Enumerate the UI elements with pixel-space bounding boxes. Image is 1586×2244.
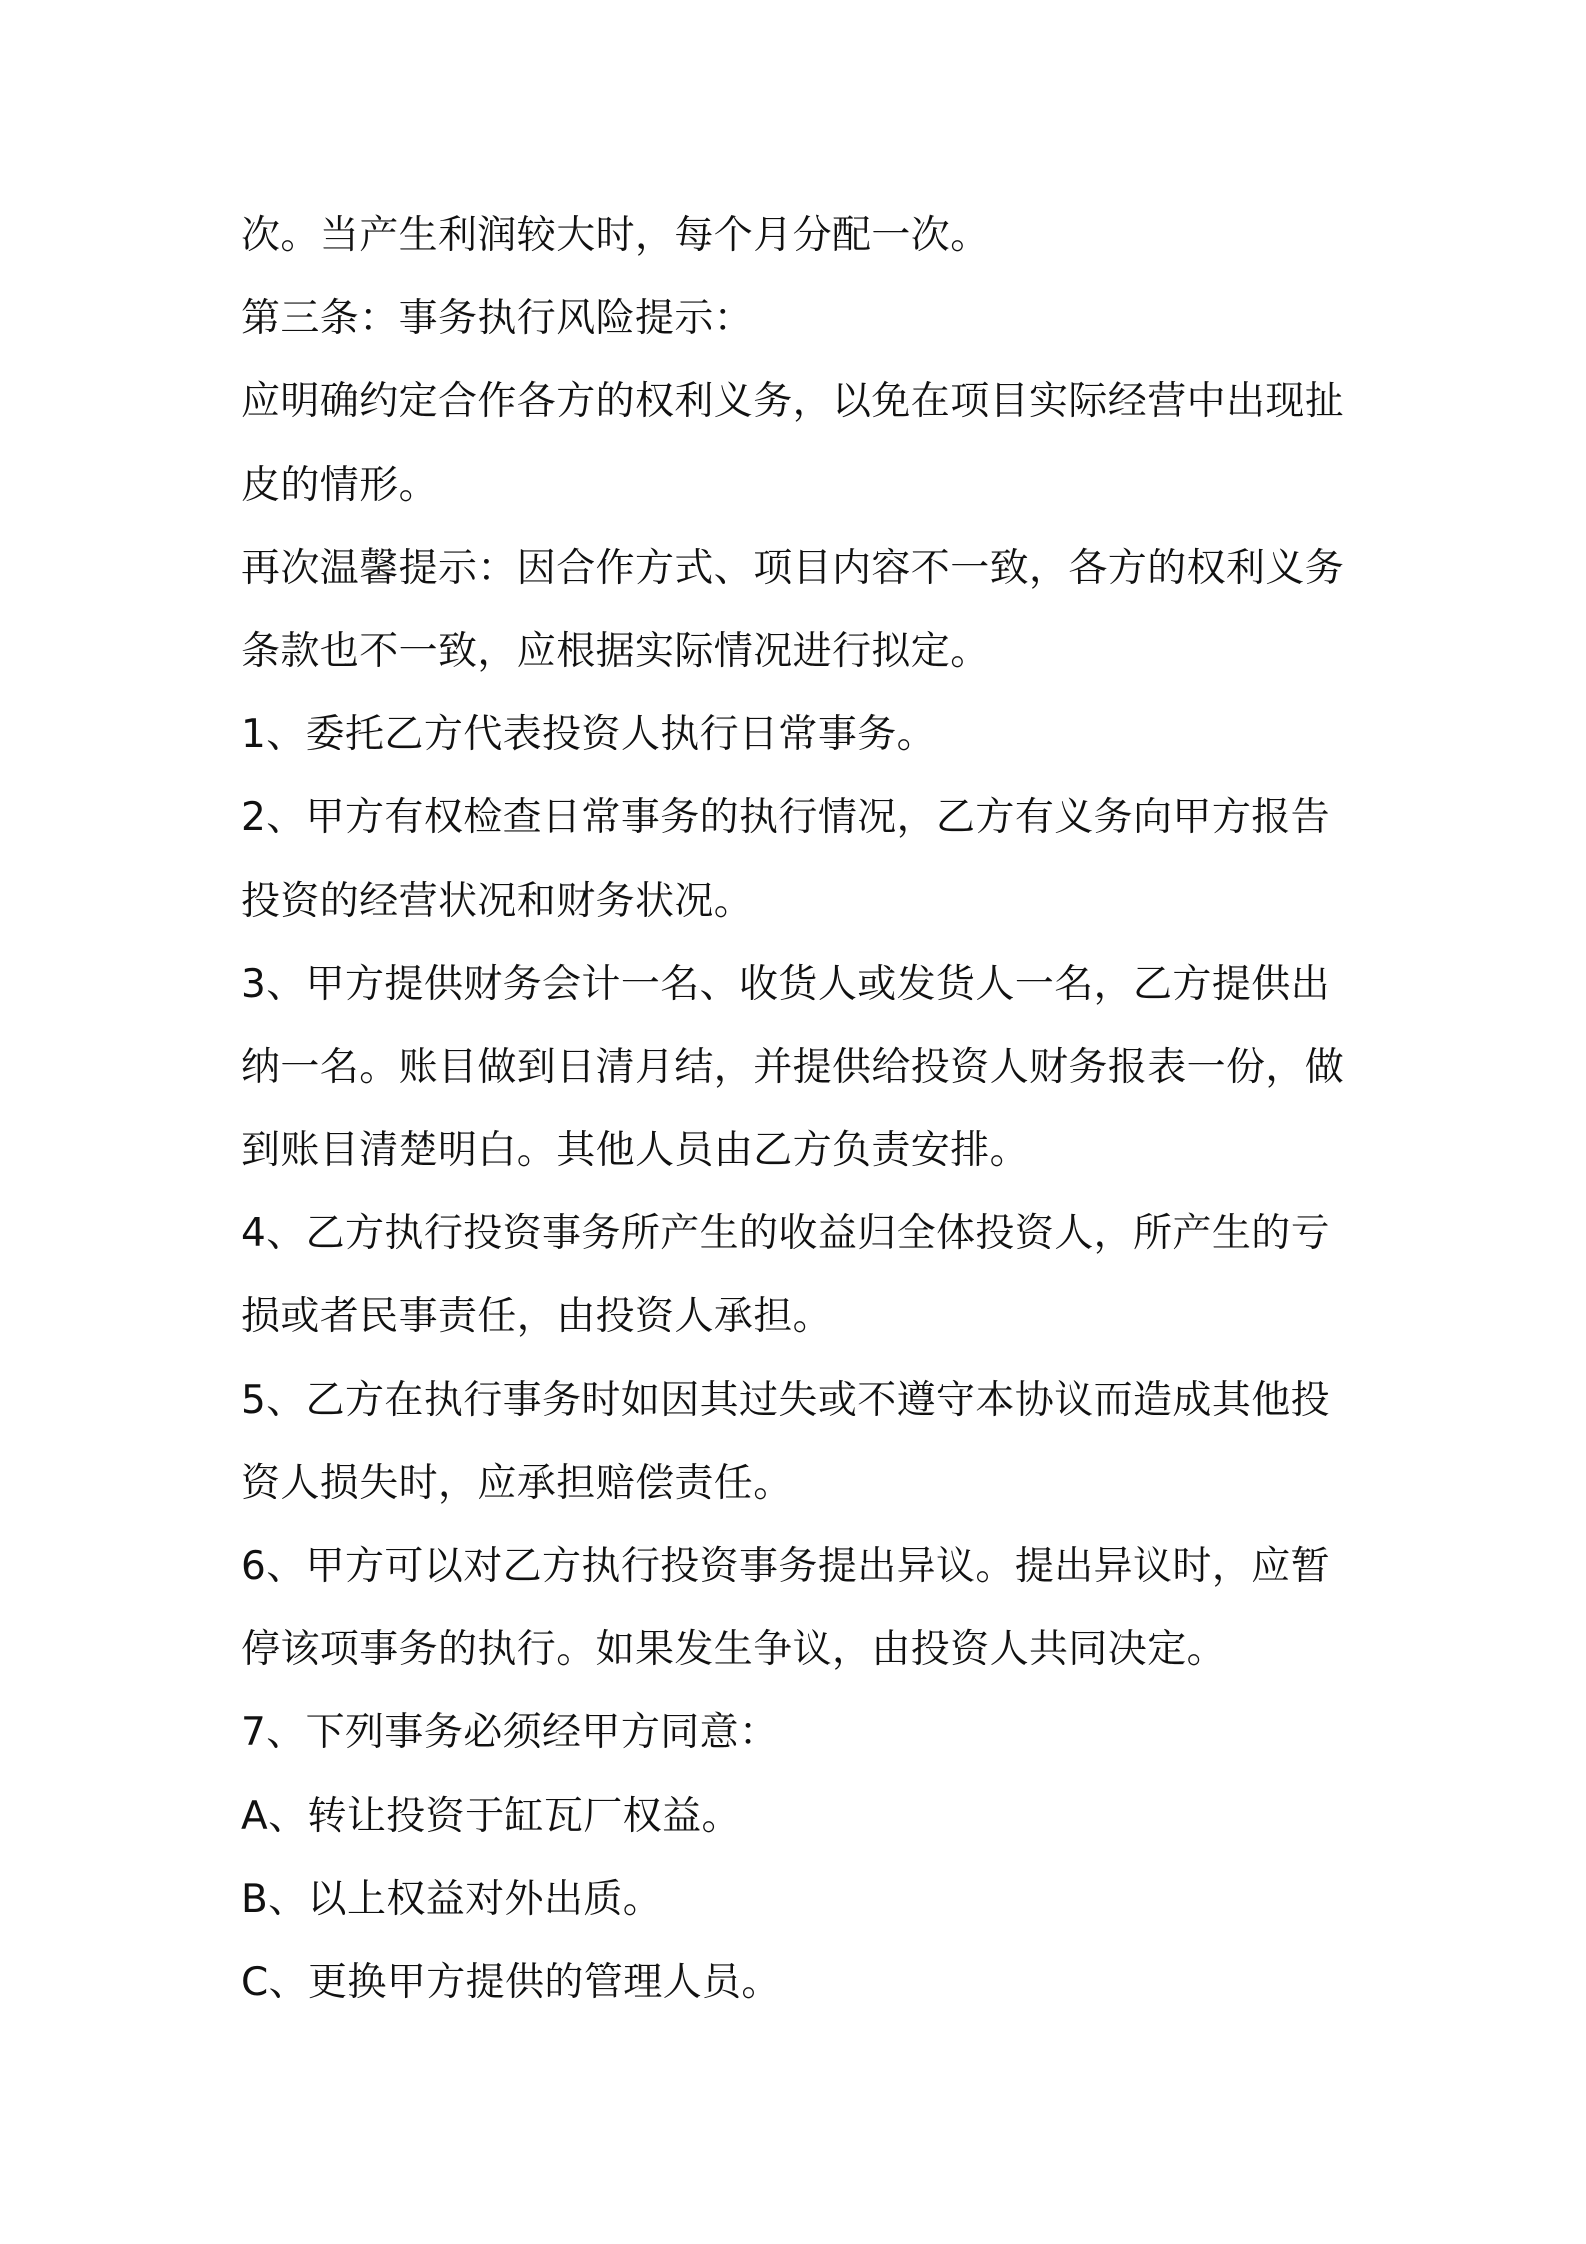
text-line: 皮的情形。 (241, 462, 439, 508)
list-item: 3、甲方提供财务会计一名、收货人或发货人一名，乙方提供出 (241, 961, 1331, 1007)
sub-list-item: C、更换甲方提供的管理人员。 (241, 1959, 781, 2005)
text-line: 条款也不一致，应根据实际情况进行拟定。 (241, 628, 990, 674)
text-line: 纳一名。账目做到日清月结，并提供给投资人财务报表一份，做 (241, 1044, 1345, 1090)
text-line: 停该项事务的执行。如果发生争议，由投资人共同决定。 (241, 1627, 1227, 1673)
text-line: 次。当产生利润较大时，每个月分配一次。 (241, 213, 990, 258)
text-line: 到账目清楚明白。其他人员由乙方负责安排。 (241, 1128, 1030, 1174)
section-heading: 第三条：事务执行风险提示： (241, 296, 754, 342)
text-line: 再次温馨提示：因合作方式、项目内容不一致，各方的权利义务 (241, 545, 1345, 591)
list-item: 4、乙方执行投资事务所产生的收益归全体投资人，所产生的亏 (241, 1211, 1331, 1257)
text-line: 投资的经营状况和财务状况。 (241, 878, 754, 924)
text-line: 应明确约定合作各方的权利义务，以免在项目实际经营中出现扯 (241, 379, 1345, 425)
list-item: 2、甲方有权检查日常事务的执行情况，乙方有义务向甲方报告 (241, 795, 1331, 841)
list-item: 1、委托乙方代表投资人执行日常事务。 (241, 712, 937, 758)
sub-list-item: A、转让投资于缸瓦厂权益。 (241, 1793, 741, 1839)
list-item: 6、甲方可以对乙方执行投资事务提出异议。提出异议时，应暂 (241, 1544, 1331, 1589)
list-item: 5、乙方在执行事务时如因其过失或不遵守本协议而造成其他投 (241, 1377, 1331, 1423)
text-line: 资人损失时，应承担赔偿责任。 (241, 1460, 793, 1506)
sub-list-item: B、以上权益对外出质。 (241, 1876, 663, 1922)
text-line: 损或者民事责任，由投资人承担。 (241, 1294, 833, 1340)
document-body (241, 194, 1361, 2024)
list-item: 7、下列事务必须经甲方同意： (241, 1710, 779, 1756)
